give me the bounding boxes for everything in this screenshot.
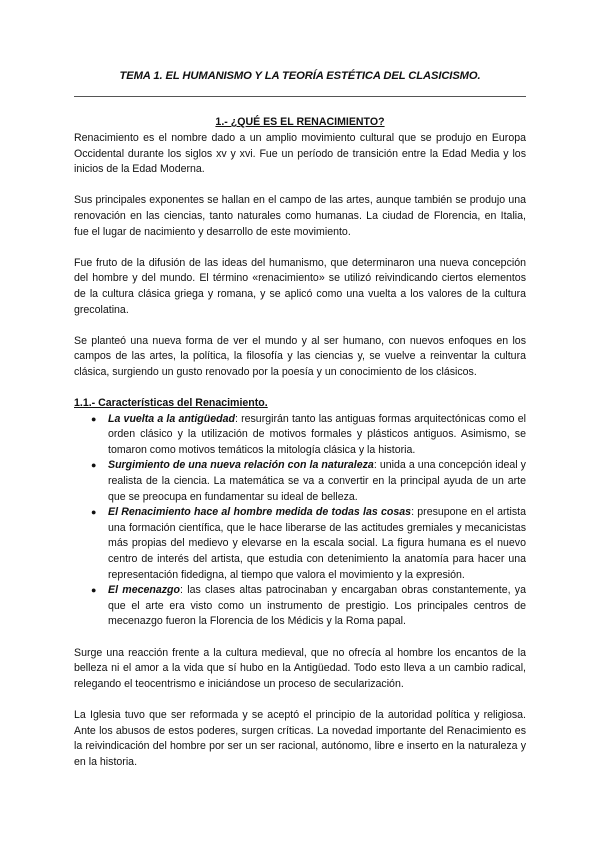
subsection-title: 1.1.- Características del Renacimiento. <box>74 397 268 410</box>
feature-text: : resurgirán tanto las antiguas formas arquitectónicas como el orden clásico y la utilización de motivos formales y plásticos antiguos. Asimismo, se tomaron como motivos temáticos la mitología clásica y la historia. <box>108 412 526 456</box>
bullet-icon: ● <box>91 507 97 518</box>
feature-item <box>91 583 526 630</box>
bullet-icon: ● <box>91 413 97 424</box>
section-title: 1.- ¿QUÉ ES EL RENACIMIENTO? <box>215 116 385 128</box>
feature-text: : las clases altas patrocinaban y encargaban obras constantemente, ya que el arte era visto como un instrumento de prestigio. Los principales centros de mecenazgo fueron la Florencia de los Médicis y la Roma papal. <box>108 584 526 628</box>
document-body <box>74 131 526 786</box>
feature-term: Surgimiento de una nueva relación con la naturaleza <box>108 459 374 472</box>
feature-text: : presupone en el artista una formación científica, que le hace liberarse de las actitudes gremiales y mecanicistas más propias del medievo y elevarse en la escala social. La figura humana es el nuevo centro de interés del artista, que estudia con detenimiento la anatomía para hacer una representación fidedigna, al tiempo que valora el movimiento y la expresión. <box>108 506 526 581</box>
paragraph: Surge una reacción frente a la cultura medieval, que no ofrecía al hombre los encantos de la belleza ni el amor a la vida que sí hubo en la Antigüedad. Todo esto lleva a un cambio radical, relegando el teocentrismo e iniciándose un proceso de secularización. <box>74 646 526 690</box>
feature-term: La vuelta a la antigüedad <box>108 412 235 425</box>
feature-item <box>91 505 526 583</box>
paragraph: Fue fruto de la difusión de las ideas del humanismo, que determinaron una nueva concepción del hombre y del mundo. El término «renacimiento» se utilizó reivindicando ciertos elementos de la cultura clásica griega y romana, y se aplicó como una vuelta a los valores de la cultura grecolatina. <box>74 256 526 316</box>
bullet-icon: ● <box>91 585 97 596</box>
feature-term: El mecenazgo <box>108 584 180 597</box>
feature-item <box>91 458 526 505</box>
paragraph: Sus principales exponentes se hallan en el campo de las artes, aunque también se produjo una renovación en las ciencias, tanto naturales como humanas. La ciudad de Florencia, en Italia, fue el lugar de nacimiento y desarrollo de este movimiento. <box>74 194 526 238</box>
features-list <box>74 412 526 630</box>
feature-term: El Renacimiento hace al hombre medida de todas las cosas <box>108 506 412 519</box>
paragraph: La Iglesia tuvo que ser reformada y se aceptó el principio de la autoridad política y religiosa. Ante los abusos de estos poderes, surgen críticas. La novedad importante del Renacimiento es la reivindicación del hombre por ser un ser racional, autónomo, libre e inserto en la naturaleza y en la historia. <box>74 708 526 768</box>
title-divider <box>74 96 526 97</box>
document-title: TEMA 1. EL HUMANISMO Y LA TEORÍA ESTÉTICA DEL CLASICISMO. <box>119 70 481 82</box>
paragraph: Renacimiento es el nombre dado a un amplio movimiento cultural que se produjo en Europa Occidental durante los siglos xv y xvi. Fue un período de transición entre la Edad Media y los inicios de la Edad Moderna. <box>74 132 526 176</box>
paragraph: Se planteó una nueva forma de ver el mundo y al ser humano, con nuevos enfoques en los campos de las artes, la política, la filosofía y las ciencias y, se vuelve a reinventar la cultura clásica, surgiendo un gusto renovado por la poesía y un conocimiento de los clásicos. <box>74 334 526 378</box>
feature-item <box>91 412 526 459</box>
feature-text: : unida a una concepción ideal y realista de la ciencia. La matemática se va a convertir en la principal ayuda de un arte que se preocupa en fundamentar su ideal de belleza. <box>108 459 526 503</box>
bullet-icon: ● <box>91 460 97 471</box>
